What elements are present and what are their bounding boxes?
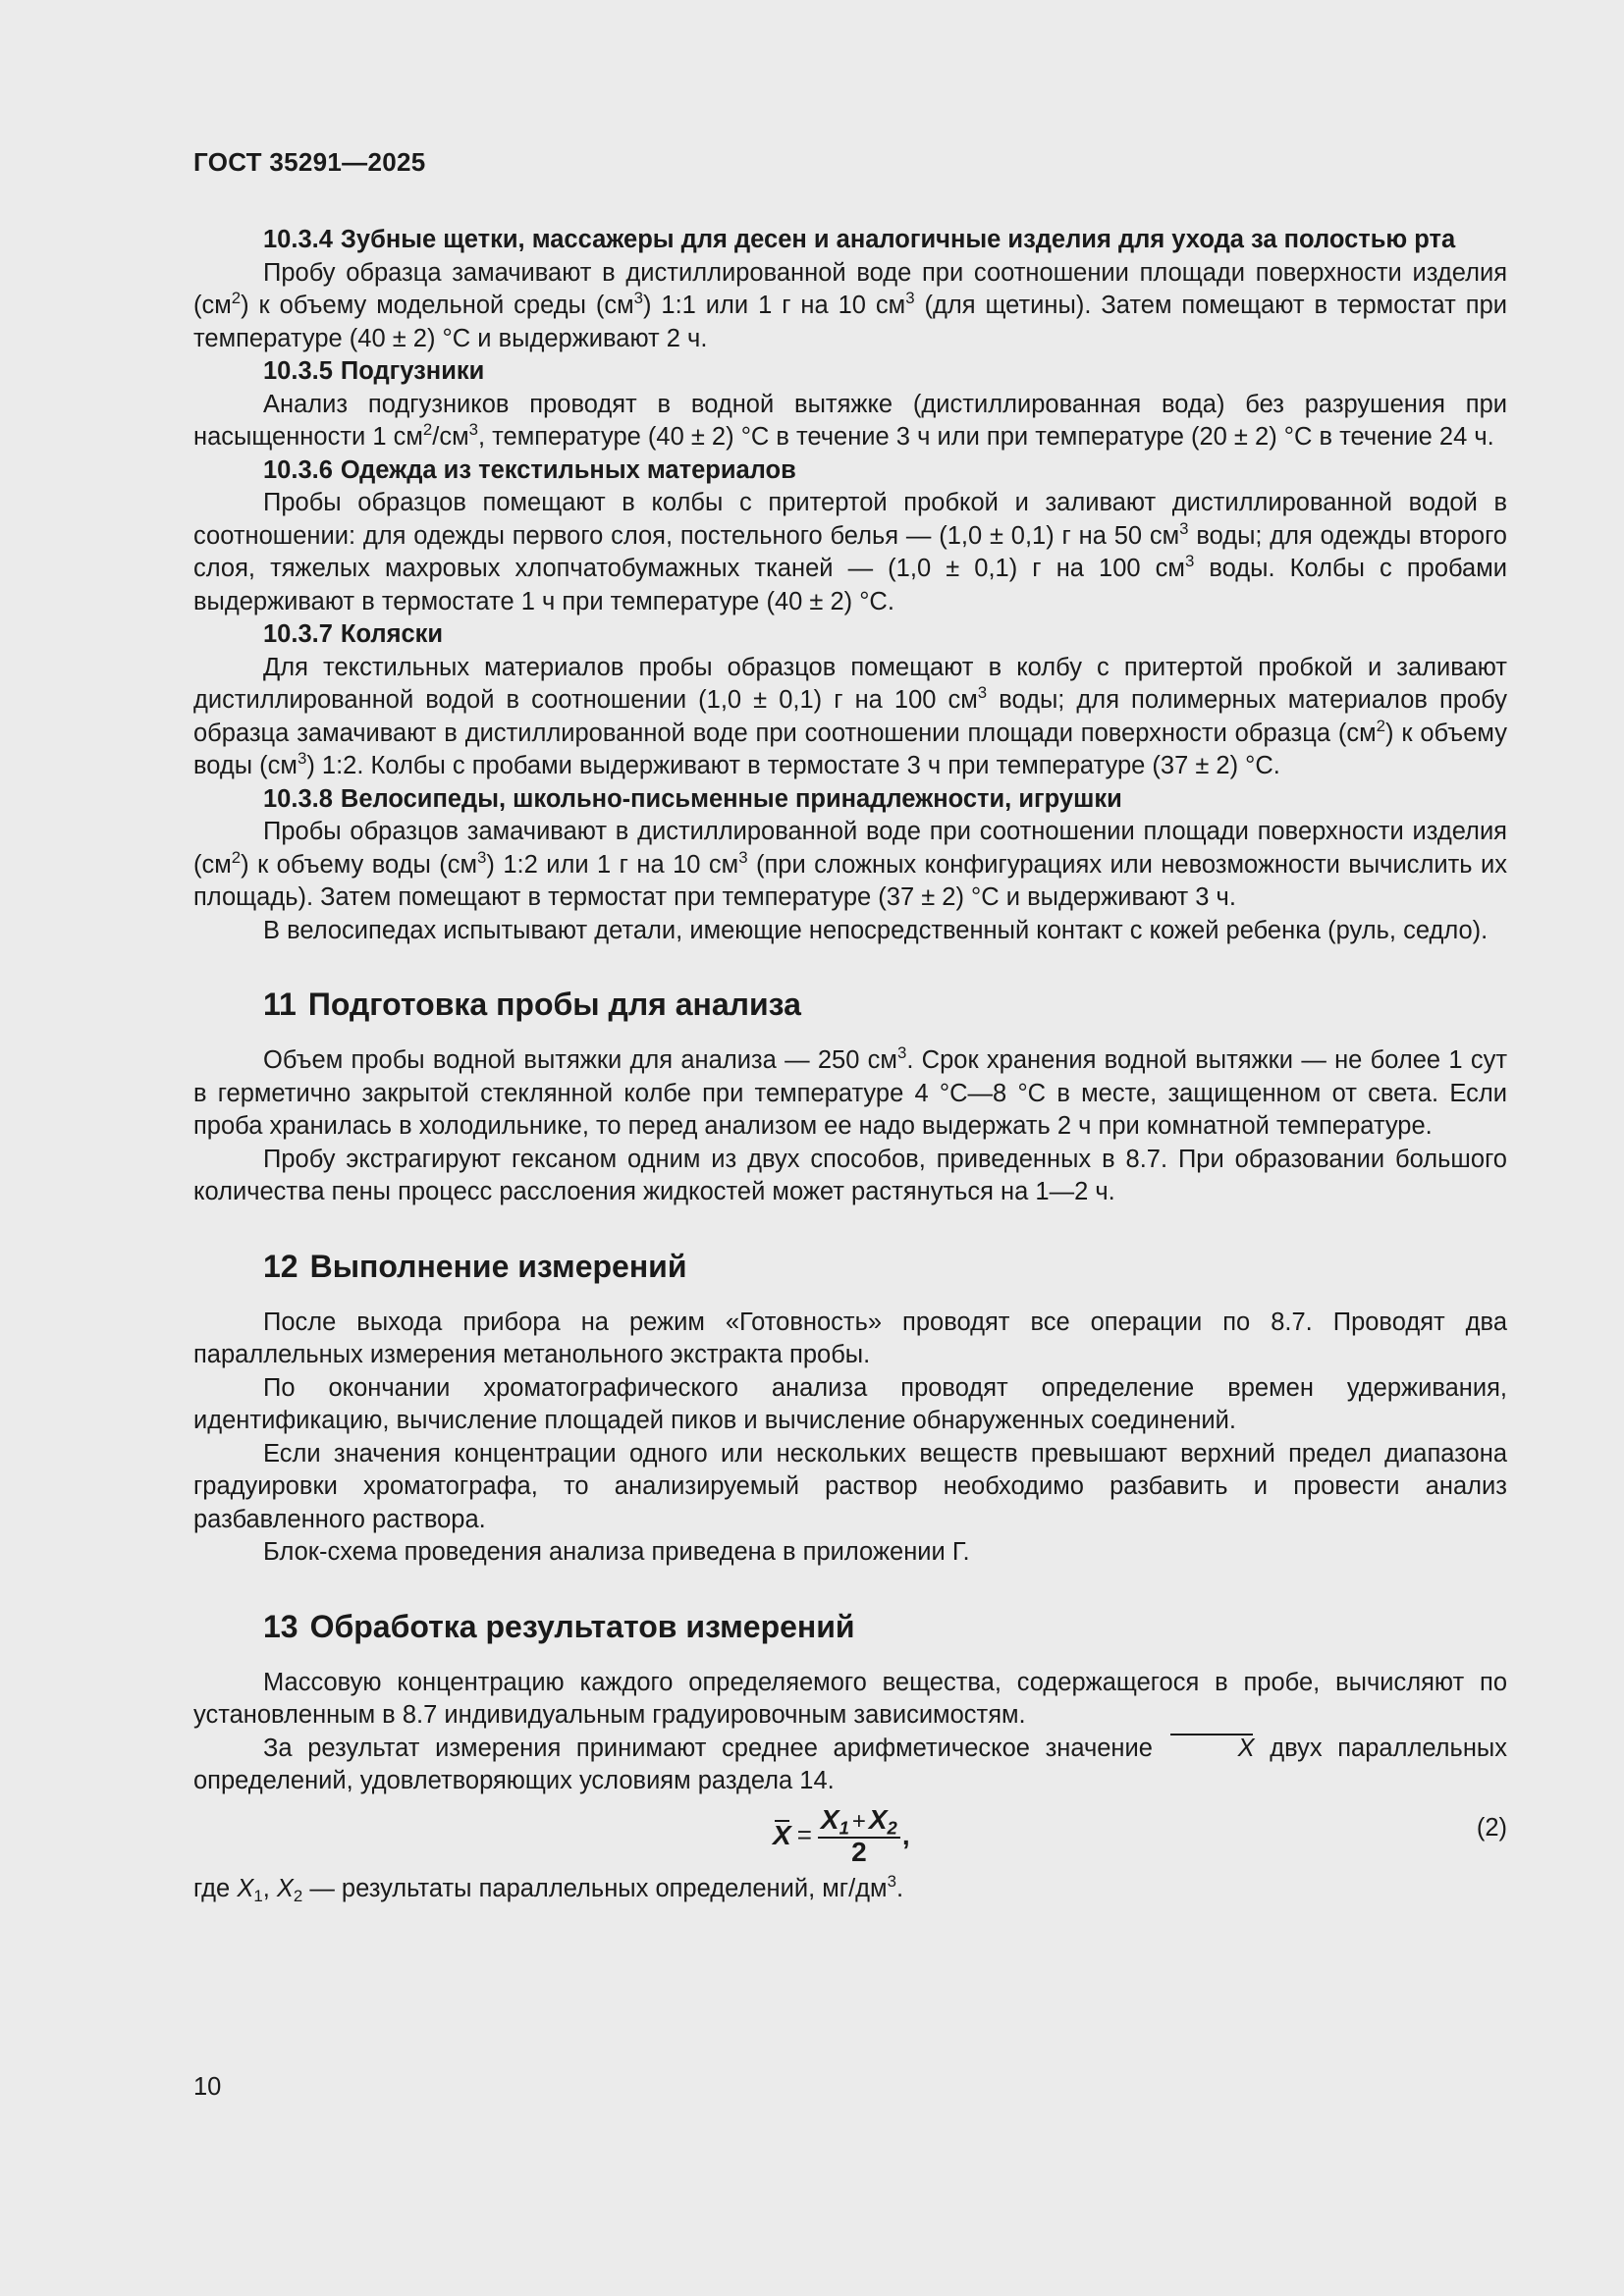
- paragraph: Пробы образцов помещают в колбы с притертой пробкой и заливают дистиллированной водой в соотношении: для одежды первого слоя, постельного белья — (1,0 ± 0,1) г на 50 $см^3$ воды; для одежды второго слоя, тяжелых махровых хлопчатобумажных тканей — (1,0 ± 0,1) г на 100 $см^3$ воды. Колбы с пробами выдерживают в термостате 1 ч при температуре (40 ± 2) °С.: [193, 489, 1508, 615]
- subsection-title-text: Одежда из текстильных материалов: [340, 455, 796, 484]
- subsection-number: 10.3.6: [263, 455, 333, 484]
- subsection-title-10-3-7: [193, 618, 1507, 652]
- paragraph: Пробу образца замачивают в дистиллированной воде при соотношении площади поверхности изделия $(см^2)$ к объему модельной среды $(см^3)$ 1:1 или 1 г на 10 $см^3$ (для щетины). Затем помещают в термостат при температуре (40 ± 2) °С и выдерживают 2 ч.: [193, 258, 1507, 352]
- paragraph: За результат измерения принимают среднее арифметическое значение X двух параллельных определений, удовлетворяющих условиям раздела 14.: [193, 1734, 1507, 1794]
- subsection-number: 10.3.4: [263, 226, 333, 253]
- paragraph: По окончании хроматографического анализа проводят определение времен удерживания, идентификацию, вычисление площадей пиков и вычисление обнаруженных соединений.: [193, 1373, 1507, 1434]
- paragraph: В велосипедах испытывают детали, имеющие непосредственный контакт с кожей ребенка (руль, седло).: [263, 916, 1489, 944]
- equation-number: (2): [1476, 1813, 1507, 1842]
- subsection-title-10-3-6: [193, 454, 1507, 488]
- paragraph: Анализ подгузников проводят в водной вытяжке (дистиллированная вода) без разрушения при насыщенности 1 $см^2/см^3$, температуре (40 ± 2) °С в течение 3 ч или при температуре (20 ± 2) °С в течение 24 ч.: [193, 390, 1507, 451]
- paragraph: Для текстильных материалов пробы образцов помещают в колбу с притертой пробкой и заливают дистиллированной водой в соотношении (1,0 ± 0,1) г на 100 $см^3$ воды; для полимерных материалов пробу образца замачивают в дистиллированной воде при соотношении площади поверхности образца $(см^2)$ к объему воды $(см^3)$ 1:2. Колбы с пробами выдерживают в термостате 3 ч при температуре (37 ± 2) °С.: [193, 653, 1507, 779]
- paragraph: Объем пробы водной вытяжки для анализа — 250 $см^3$. Срок хранения водной вытяжки — не более 1 сут в герметично закрытой стеклянной колбе при температуре 4 °С—8 °С в месте, защищенном от света. Если проба хранилась в холодильнике, то перед анализом ее надо выдержать 2 ч при комнатной температуре.: [193, 1042, 1507, 1140]
- subsection-title-text: Коляски: [340, 620, 444, 648]
- formula-lhs: X: [773, 1820, 791, 1851]
- section-title: Обработка результатов измерений: [309, 1608, 855, 1644]
- section-title: Подготовка пробы для анализа: [307, 987, 801, 1022]
- section-heading-11: [193, 985, 1507, 1024]
- subsection-title-10-3-5: [193, 355, 1507, 389]
- formula-legend: где $X_1$, $X_2$ — результаты параллельных определений, $мг/дм^3$.: [193, 1871, 904, 1905]
- paragraph: Пробы образцов замачивают в дистиллированной воде при соотношении площади поверхности изделия $(см^2)$ к объему воды $(см^3)$ 1:2 или 1 г на 10 $см^3$ (при сложных конфигурациях или невозможности вычислить их площадь). Затем помещают в термостат при температуре (37 ± 2) °С и выдерживают 3 ч.: [193, 818, 1507, 911]
- document-body: [193, 224, 1507, 1905]
- subsection-number: 10.3.7: [263, 620, 333, 648]
- section-number: 11: [263, 987, 297, 1022]
- subsection-title-text: Подгузники: [340, 357, 485, 385]
- paragraph: После выхода прибора на режим «Готовность» проводят все операции по 8.7. Проводят два параллельных измерения метанольного экстракта пробы.: [193, 1308, 1507, 1368]
- formula-2: [193, 1802, 1507, 1867]
- section-number: 13: [263, 1608, 298, 1644]
- subsection-title-text: Зубные щетки, массажеры для десен и аналогичные изделия для ухода за полостью рта: [340, 226, 1456, 253]
- paragraph: Блок-схема проведения анализа приведена в приложении Г.: [263, 1538, 970, 1566]
- subsection-number: 10.3.5: [263, 357, 333, 385]
- section-number: 12: [263, 1248, 298, 1284]
- section-title: Выполнение измерений: [309, 1248, 687, 1284]
- formula-denominator: 2: [851, 1836, 867, 1867]
- mean-formula: X = $\frac{X_1 + X_2}{2}$ ,: [773, 1803, 910, 1867]
- subsection-title-10-3-8: [193, 783, 1507, 817]
- page-number: 10: [193, 2073, 222, 2101]
- x-bar-symbol: X: [1168, 1733, 1255, 1766]
- section-heading-13: [193, 1607, 1507, 1646]
- paragraph: Если значения концентрации одного или нескольких веществ превышают верхний предел диапазона градуировки хроматографа, то анализируемый раствор необходимо разбавить и провести анализ разбавленного раствора.: [193, 1439, 1507, 1533]
- subsection-title-10-3-4: [193, 224, 1507, 257]
- formula-equals: =: [796, 1820, 812, 1850]
- formula-fraction: [818, 1803, 900, 1867]
- subsection-number: 10.3.8: [263, 784, 333, 813]
- subsection-title-text: Велосипеды, школьно-письменные принадлежности, игрушки: [340, 784, 1122, 813]
- formula-numerator: $X_1 + X_2$: [818, 1806, 900, 1839]
- document-header: ГОСТ 35291—2025: [193, 147, 426, 177]
- section-heading-12: [193, 1247, 1507, 1286]
- paragraph: Пробу экстрагируют гексаном одним из двух способов, приведенных в 8.7. При образовании большого количества пены процесс расслоения жидкостей может растянуться на 1—2 ч.: [193, 1145, 1507, 1205]
- paragraph: Массовую концентрацию каждого определяемого вещества, содержащегося в пробе, вычисляют по установленным в 8.7 индивидуальным градуировочным зависимостям.: [193, 1668, 1507, 1729]
